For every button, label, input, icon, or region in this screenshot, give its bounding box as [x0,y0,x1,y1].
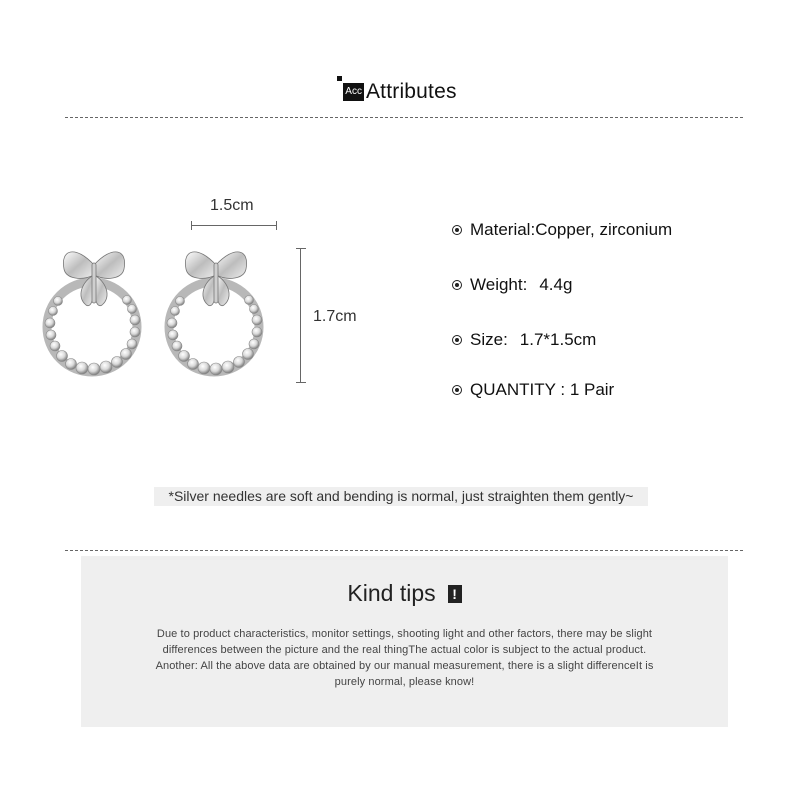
attribute-value: 1 Pair [569,380,615,399]
left-earring [45,252,140,375]
kind-tips-box [81,556,728,727]
header-title: Attributes [365,80,457,103]
kind-tips-text [111,626,698,690]
bullet-icon [452,280,462,290]
attribute-label: Material: [470,220,536,239]
width-dimension-line [191,225,277,226]
height-dimension-label: 1.7cm [313,308,357,325]
kind-tips-heading [81,580,728,607]
tips-line: Due to product characteristics, monitor settings, shooting light and other factors, there may be slight [156,628,653,640]
attribute-material [452,220,672,240]
dashed-divider-bottom [65,550,743,551]
section-header [0,76,800,108]
header-badge [343,83,364,101]
earrings-image [36,235,286,395]
attribute-label: Size: [470,330,508,349]
dashed-divider-top [65,117,743,118]
attribute-quantity [452,380,614,400]
kind-tips-title: Kind tips [347,580,436,606]
attribute-value: 4.4g [539,275,573,294]
attribute-label: QUANTITY : [470,380,570,399]
attribute-value: Copper, zirconium [535,220,673,239]
bullet-icon [452,225,462,235]
attribute-value: 1.7*1.5cm [519,330,597,349]
right-earring [167,252,262,375]
bullet-icon [452,335,462,345]
care-note: *Silver needles are soft and bending is normal, just straighten them gently~ [154,487,648,506]
attribute-label: Weight: [470,275,528,294]
exclamation-icon: ! [448,585,462,603]
tips-line: differences between the picture and the real thingThe actual color is subject to the actual product. [162,644,647,656]
bullet-icon [452,385,462,395]
badge-dot-icon [337,76,342,81]
tips-line: purely normal, please know! [334,676,475,688]
tips-line: Another: All the above data are obtained by our manual measurement, there is a slight differenceIt is [155,660,654,672]
header-badge-label: Acc [343,83,364,101]
width-dimension-label: 1.5cm [210,197,254,214]
height-dimension-line [300,248,301,383]
attribute-weight [452,275,572,295]
attribute-size [452,330,596,350]
